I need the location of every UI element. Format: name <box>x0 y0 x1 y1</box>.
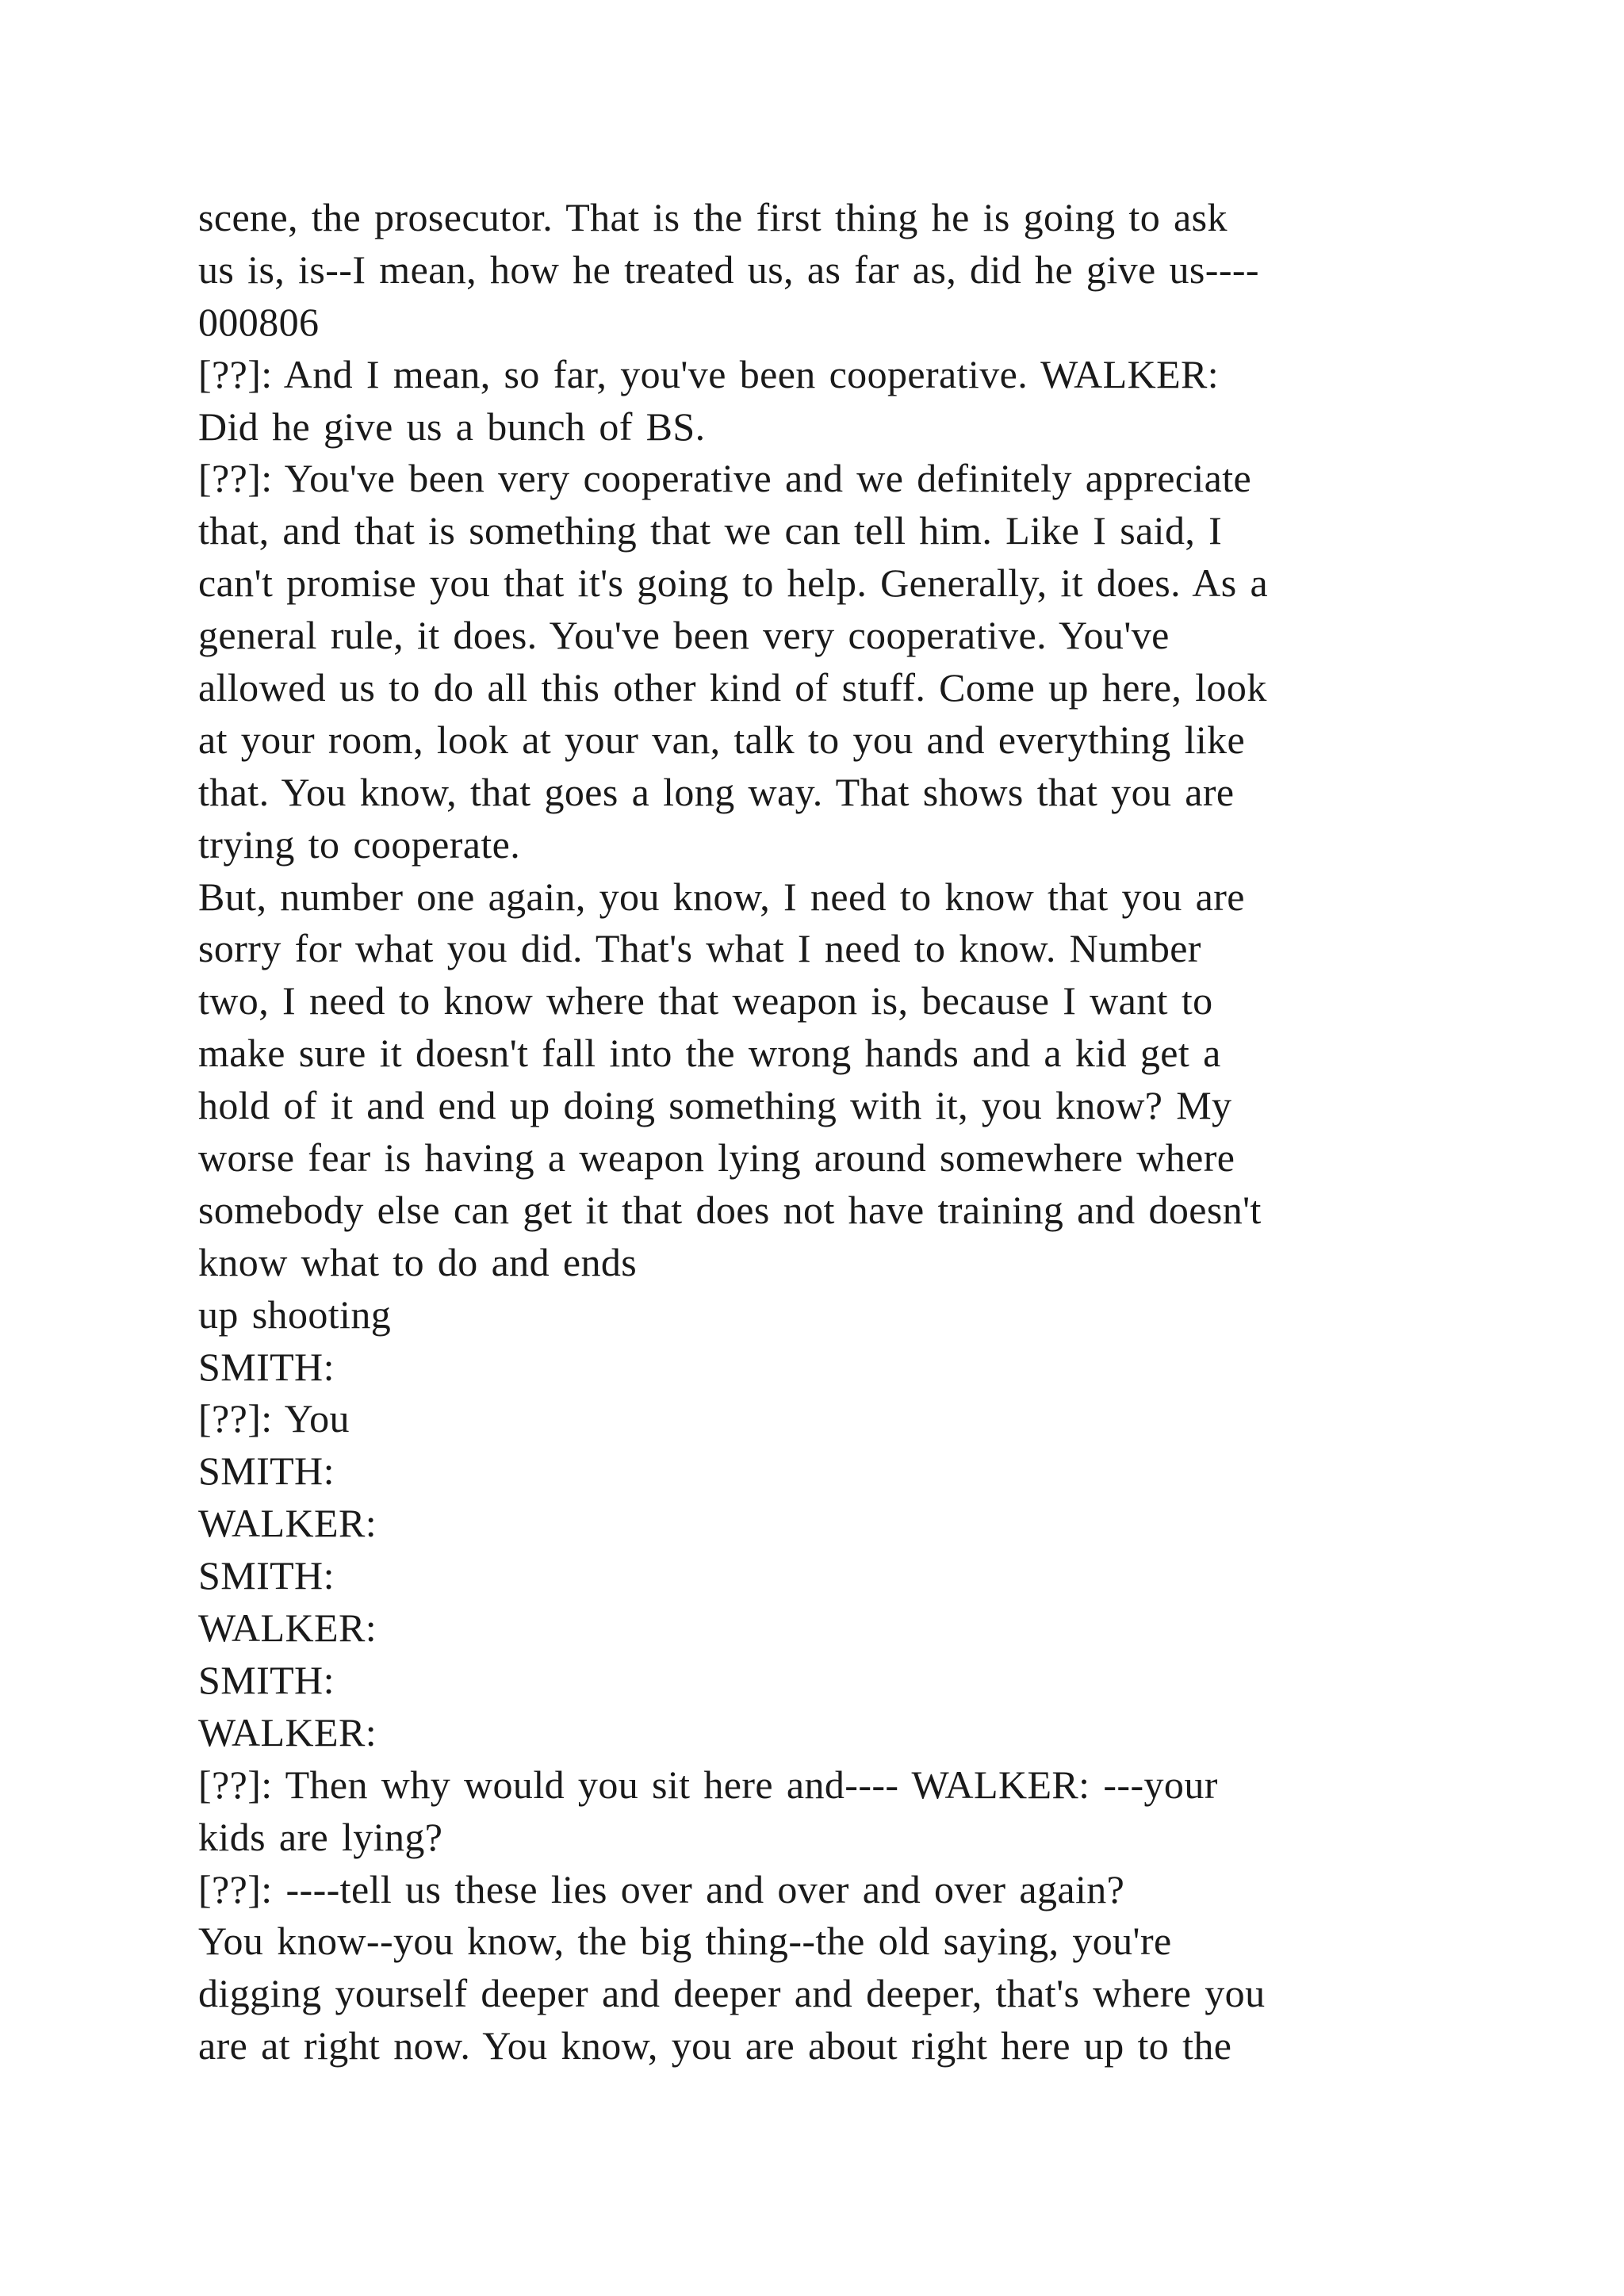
text-line: up shooting <box>198 1292 392 1337</box>
speaker-label: SMITH: <box>198 1448 335 1494</box>
speaker-label: WALKER: <box>198 1605 377 1651</box>
text-line: 000806 <box>198 299 320 344</box>
speaker-label: SMITH: <box>198 1553 335 1598</box>
speaker-label: WALKER: <box>198 1709 377 1755</box>
text-line: can't promise you that it's going to help. Generally, it does. As a <box>198 561 1269 606</box>
text-line: kids are lying? <box>198 1814 443 1859</box>
text-line: allowed us to do all this other kind of stuff. Come up here, look <box>198 665 1267 710</box>
text-line: know what to do and ends <box>198 1239 638 1284</box>
text-line: [??]: You <box>198 1396 350 1441</box>
transcript-text <box>198 192 1483 2072</box>
text-line: two, I need to know where that weapon is, because I want to <box>198 978 1213 1024</box>
text-line: [??]: ----tell us these lies over and over and over again? <box>198 1866 1125 1911</box>
text-line: Did he give us a bunch of BS. <box>198 404 706 449</box>
speaker-label: WALKER: <box>198 1501 377 1546</box>
text-line: that, and that is something that we can tell him. Like I said, I <box>198 508 1223 553</box>
text-line: make sure it doesn't fall into the wrong hands and a kid get a <box>198 1031 1221 1076</box>
text-line: us is, is--I mean, how he treated us, as far as, did he give us---- <box>198 247 1259 292</box>
text-line: trying to cooperate. <box>198 821 521 867</box>
text-line: worse fear is having a weapon lying around somewhere where <box>198 1135 1235 1181</box>
text-line: that. You know, that goes a long way. That shows that you are <box>198 769 1235 814</box>
text-line: are at right now. You know, you are about right here up to the <box>198 2023 1232 2068</box>
text-line: at your room, look at your van, talk to you and everything like <box>198 717 1246 762</box>
text-line: [??]: Then why would you sit here and---- WALKER: ---your <box>198 1762 1218 1807</box>
text-line: [??]: You've been very cooperative and we definitely appreciate <box>198 456 1252 501</box>
speaker-label: SMITH: <box>198 1344 335 1389</box>
text-line: scene, the prosecutor. That is the first thing he is going to ask <box>198 195 1228 239</box>
text-line: You know--you know, the big thing--the old saying, you're <box>198 1919 1172 1964</box>
text-line: sorry for what you did. That's what I need to know. Number <box>198 926 1201 971</box>
text-line: digging yourself deeper and deeper and deeper, that's where you <box>198 1971 1266 2016</box>
text-line: [??]: And I mean, so far, you've been cooperative. WALKER: <box>198 351 1220 396</box>
text-line: But, number one again, you know, I need to know that you are <box>198 874 1245 919</box>
text-line: somebody else can get it that does not have training and doesn't <box>198 1187 1262 1232</box>
speaker-label: SMITH: <box>198 1657 335 1702</box>
text-line: hold of it and end up doing something with it, you know? My <box>198 1083 1232 1128</box>
text-line: general rule, it does. You've been very cooperative. You've <box>198 613 1170 658</box>
